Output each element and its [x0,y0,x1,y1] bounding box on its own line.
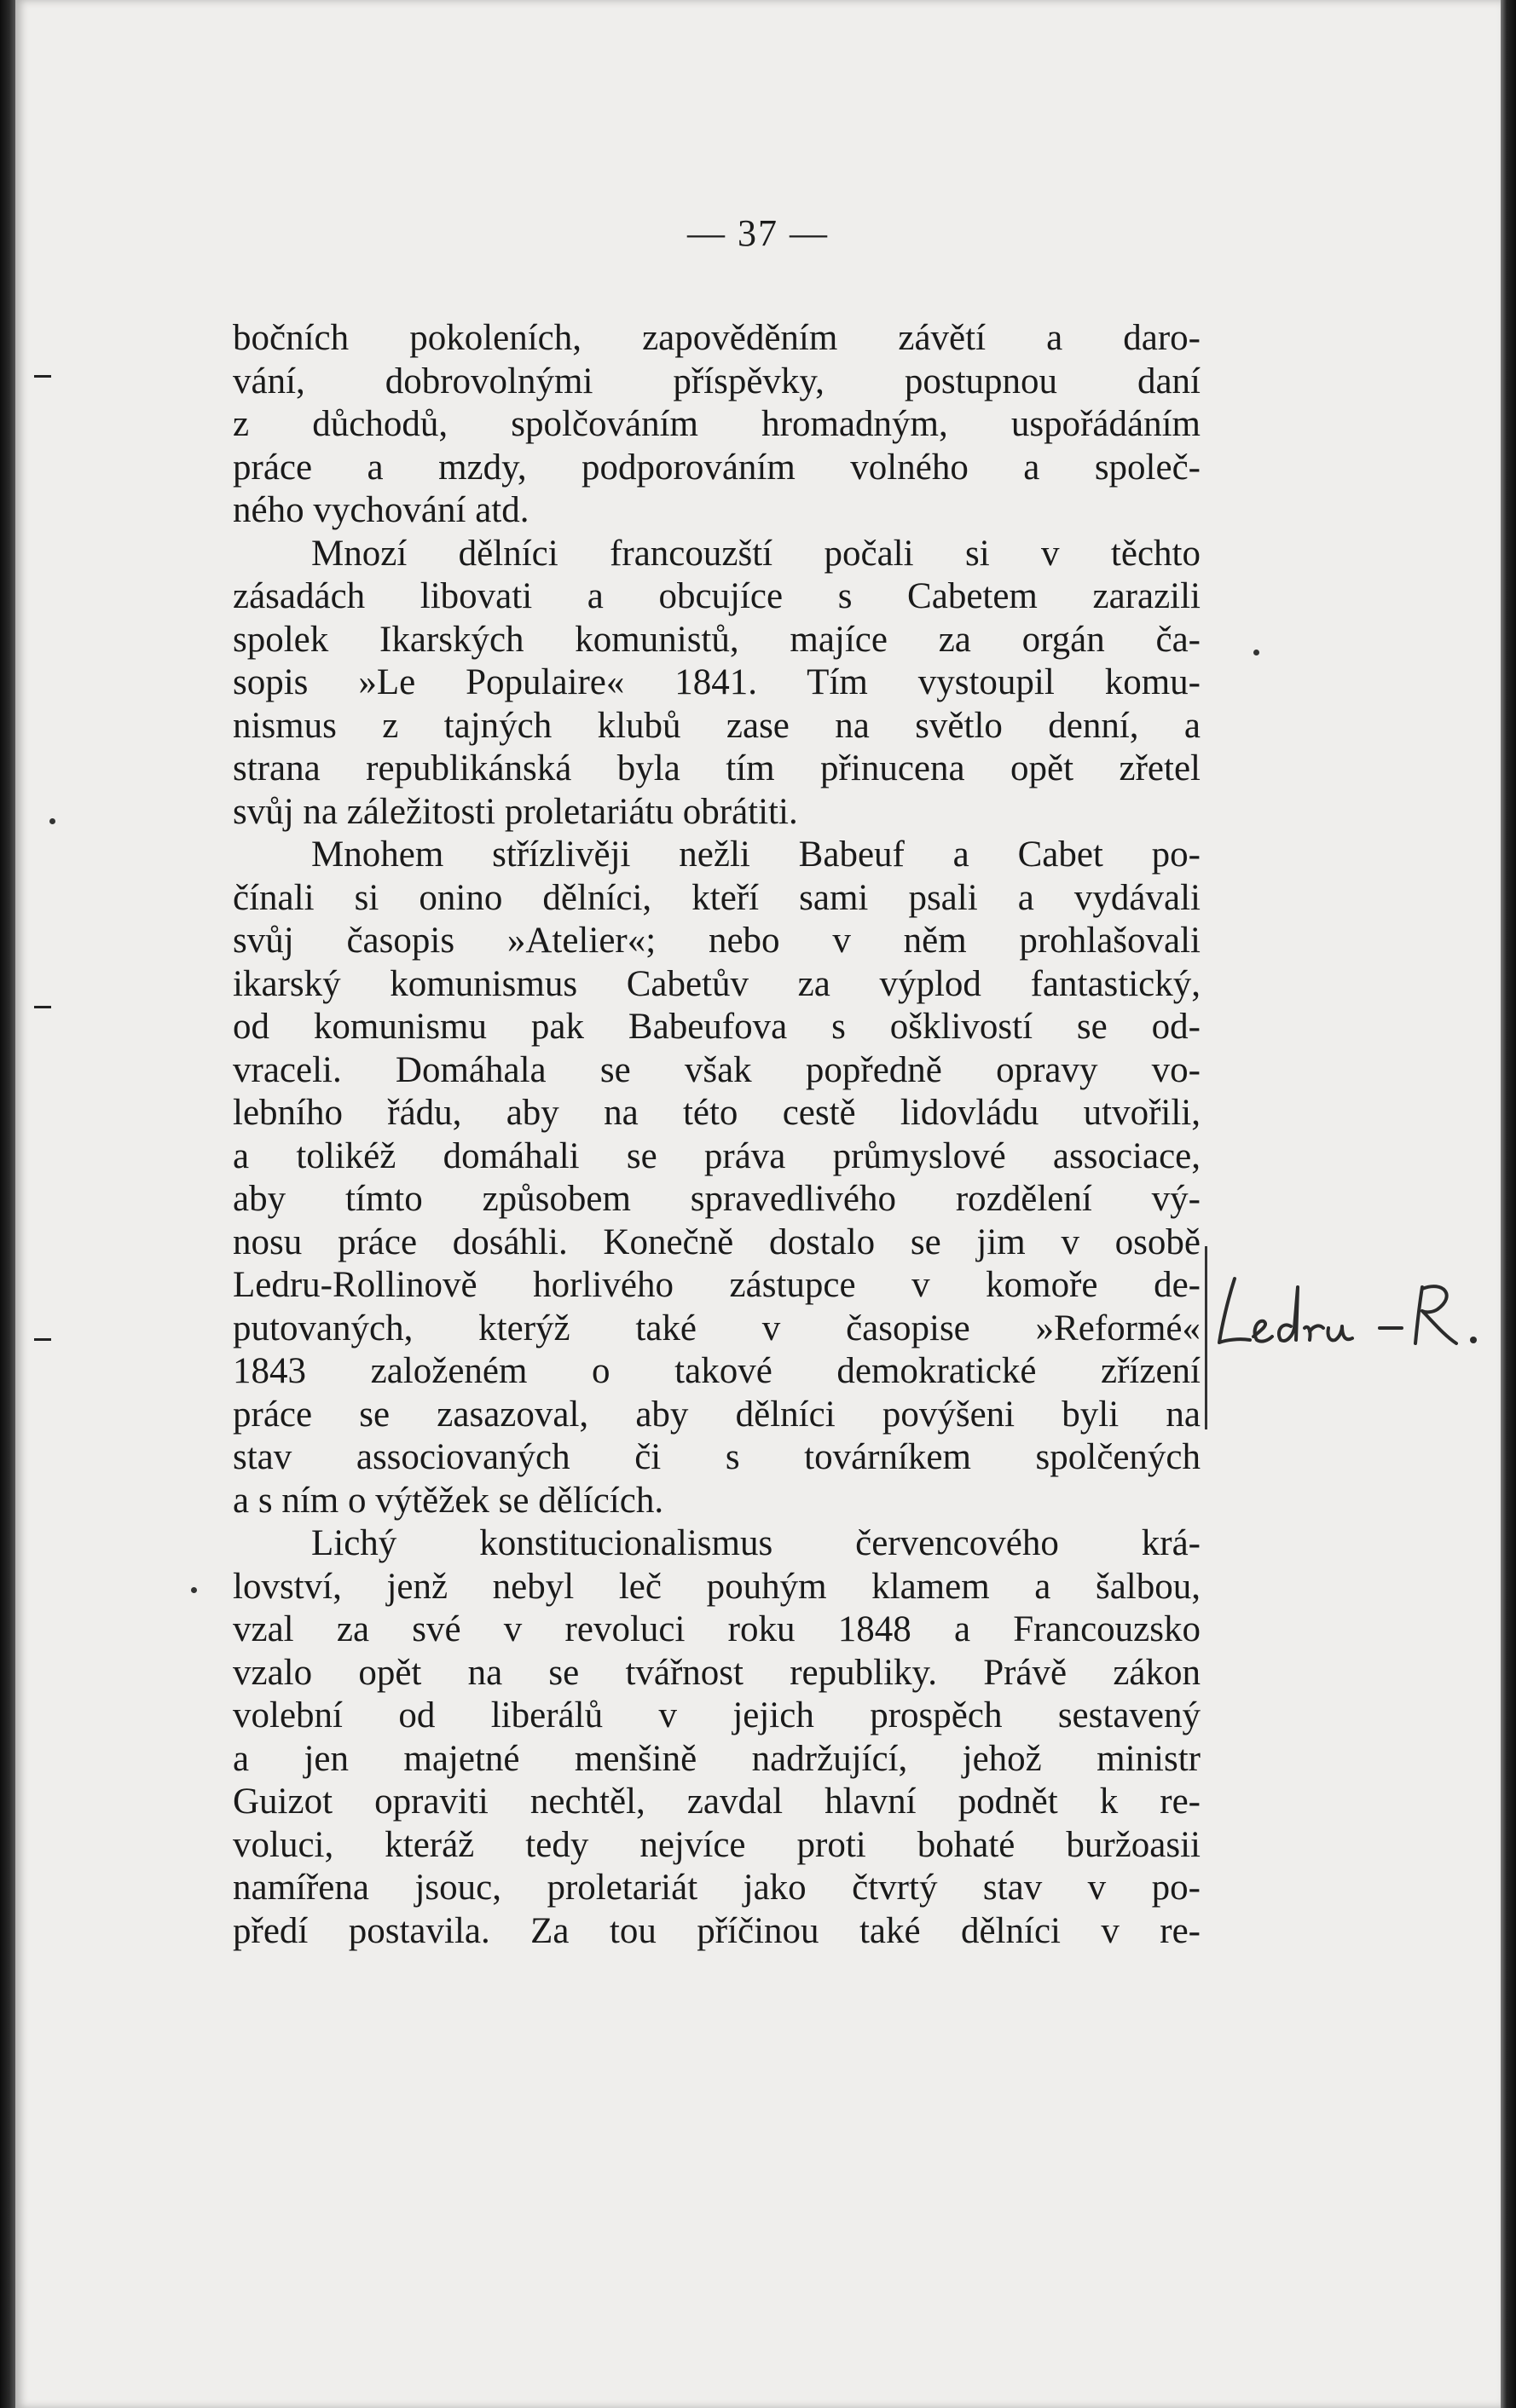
scan-right-edge [1501,0,1516,2408]
text-line: předí postavila. Za tou příčinou také dělníci v re- [233,1910,1201,1951]
text-line: a s ním o výtěžek se dělících. [233,1480,664,1521]
text-line: z důchodů, spolčováním hromadným, uspořádáním [233,404,1201,444]
text-line: čínali si onino dělníci, kteří sami psali a vydávali [233,877,1201,918]
text-line: stav associovaných či s továrníkem spolčených [233,1437,1201,1477]
text-line: ného vychování atd. [233,490,529,530]
margin-bracket-line [1205,1246,1207,1429]
scan-speck [1253,650,1259,655]
text-line: svůj na záležitosti proletariátu obrátiti. [233,791,798,832]
text-line: práce se zasazoval, aby dělníci povýšeni byli na [233,1394,1201,1435]
text-line: svůj časopis »Atelier«; nebo v něm prohlašovali [233,921,1201,961]
text-line: vzal za své v revoluci roku 1848 a Francouzsko [233,1609,1201,1649]
text-line: vání, dobrovolnými příspěvky, postupnou daní [233,361,1201,401]
text-line: aby tímto způsobem spravedlivého rozdělení vý- [233,1179,1201,1219]
body-text [233,317,1201,1953]
text-line: voluci, kteráž tedy nejvíce proti bohaté buržoasii [233,1824,1201,1865]
scan-speck [191,1587,197,1593]
text-line: Guizot opraviti nechtěl, zavdal hlavní podnět k re- [233,1781,1201,1822]
text-line: lebního řádu, aby na této cestě lidovládu utvořili, [233,1093,1201,1133]
text-line: práce a mzdy, podporováním volného a společ- [233,447,1201,488]
text-line: vzalo opět na se tvářnost republiky. Právě zákon [233,1652,1201,1693]
text-line: Mnohem střízlivěji nežli Babeuf a Cabet po- [311,834,1201,875]
book-page [15,0,1501,2408]
text-line: lovství, jenž nebyl leč pouhým klamem a šalbou, [233,1566,1201,1607]
text-line: vraceli. Domáhala se však popředně opravy vo- [233,1049,1201,1090]
text-line: sopis »Le Populaire« 1841. Tím vystoupil komu- [233,662,1201,702]
text-line: strana republikánská byla tím přinucena opět zřetel [233,748,1201,788]
scan-speck [49,818,55,824]
text-line: nosu práce dosáhli. Konečně dostalo se jim v osobě [233,1221,1201,1262]
text-line: od komunismu pak Babeufova s ošklivostí se od- [233,1007,1201,1047]
text-line: namířena jsouc, proletariát jako čtvrtý stav v po- [233,1868,1201,1908]
text-line: a jen majetné menšině nadržující, jehož ministr [233,1738,1201,1779]
text-line: nismus z tajných klubů zase na světlo denní, a [233,705,1201,746]
page-number: — 37 — [687,212,829,254]
text-line: bočních pokoleních, zapověděním závětí a daro- [233,318,1201,358]
text-line: Ledru-Rollinově horlivého zástupce v komoře de- [233,1265,1201,1305]
text-line: volební od liberálů v jejich prospěch sestavený [233,1695,1201,1735]
scan-edge-mark [34,1006,51,1008]
text-line: Mnozí dělníci francouzští počali si v těchto [311,533,1201,574]
text-line: Lichý konstitucionalismus červencového krá- [311,1523,1201,1563]
scan-edge-mark [34,1338,51,1341]
text-line: 1843 založeném o takové demokratické zřízení [233,1351,1201,1391]
scan-left-edge [0,0,15,2408]
text-line: ikarský komunismus Cabetův za výplod fantastický, [233,963,1201,1004]
text-line: zásadách libovati a obcujíce s Cabetem zarazili [233,576,1201,616]
text-line: spolek Ikarských komunistů, majíce za orgán ča- [233,619,1201,660]
text-line: putovaných, kterýž také v časopise »Reformé« [233,1308,1201,1348]
handwritten-note-ledru-r [1209,1262,1507,1364]
scan-edge-mark [34,375,51,378]
text-line: a tolikéž domáhali se práva průmyslové associace, [233,1135,1201,1176]
